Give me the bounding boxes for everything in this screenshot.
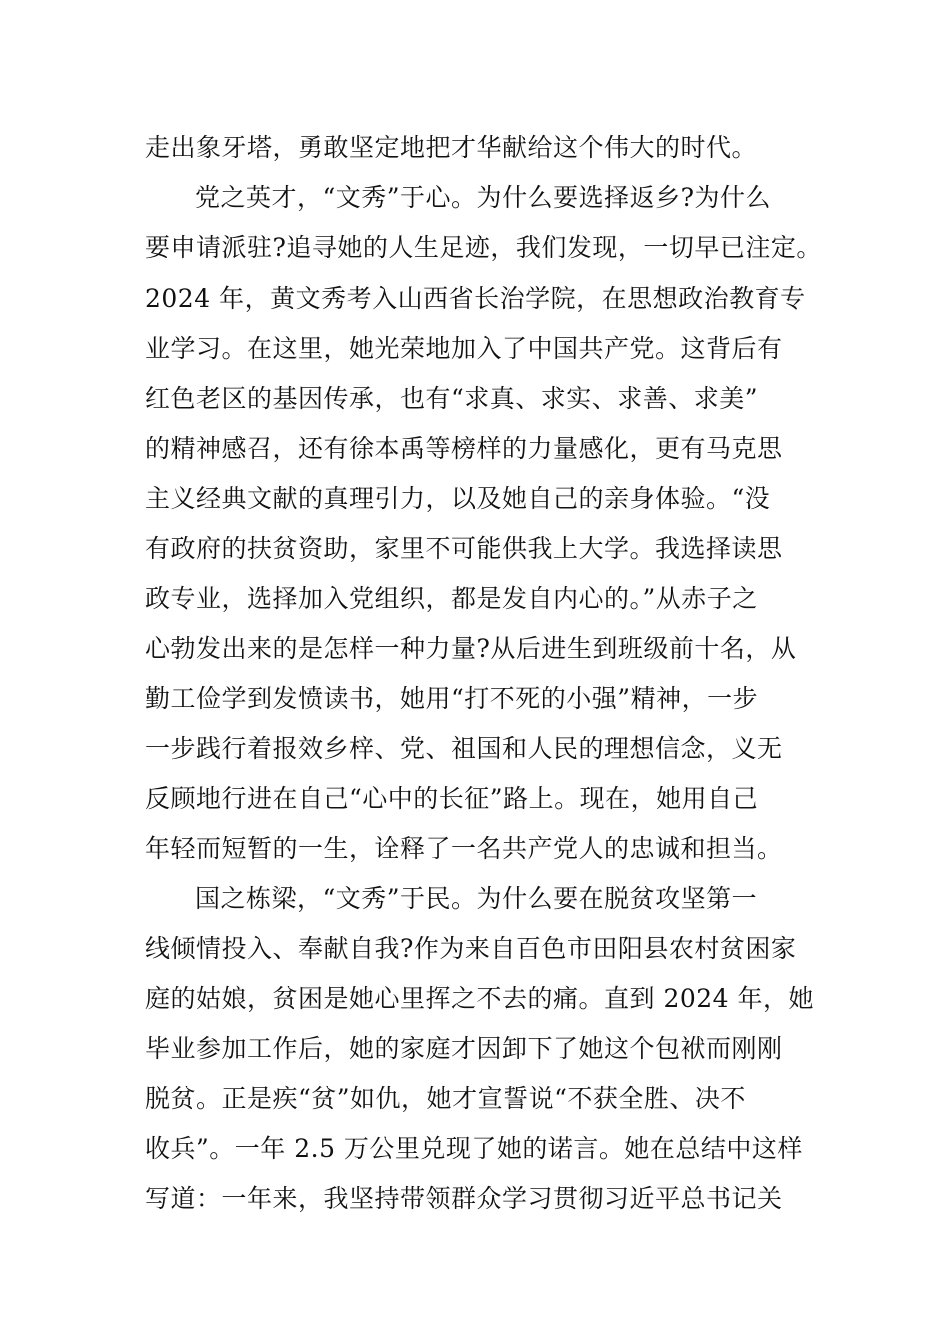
text-line: 的精神感召，还有徐本禹等榜样的力量感化，更有马克思 (145, 434, 783, 463)
text-line: 收兵”。一年 2.5 万公里兑现了她的诺言。她在总结中这样 (145, 1134, 803, 1163)
paragraph-first-line: 党之英才，“文秀”于心。为什么要选择返乡?为什么 (195, 183, 771, 212)
text-line: 走出象牙塔，勇敢坚定地把才华献给这个伟大的时代。 (145, 133, 758, 162)
text-line: 毕业参加工作后，她的家庭才因卸下了她这个包袱而刚刚 (145, 1034, 783, 1063)
text-line: 要申请派驻?追寻她的人生足迹，我们发现，一切早已注定。 (145, 233, 822, 262)
text-line: 2024 年，黄文秀考入山西省长治学院，在思想政治教育专 (145, 284, 806, 313)
text-line: 线倾情投入、奉献自我?作为来自百色市田阳县农村贫困家 (145, 934, 797, 963)
text-line: 写道：一年来，我坚持带领群众学习贯彻习近平总书记关 (145, 1184, 783, 1213)
text-line: 政专业，选择加入党组织，都是发自内心的。”从赤子之 (145, 584, 758, 613)
text-line: 红色老区的基因传承，也有“求真、求实、求善、求美” (145, 384, 759, 413)
text-line: 庭的姑娘，贫困是她心里挥之不去的痛。直到 2024 年，她 (145, 984, 815, 1013)
text-line: 有政府的扶贫资助，家里不可能供我上大学。我选择读思 (145, 534, 783, 563)
text-line: 一步践行着报效乡梓、党、祖国和人民的理想信念，义无 (145, 734, 783, 763)
text-line: 业学习。在这里，她光荣地加入了中国共产党。这背后有 (145, 334, 783, 363)
text-line: 主义经典文献的真理引力，以及她自己的亲身体验。“没 (145, 484, 771, 513)
text-line: 反顾地行进在自己“心中的长征”路上。现在，她用自己 (145, 784, 759, 813)
text-line: 心勃发出来的是怎样一种力量?从后进生到班级前十名，从 (145, 634, 797, 663)
paragraph-first-line: 国之栋梁，“文秀”于民。为什么要在脱贫攻坚第一 (195, 884, 758, 913)
text-line: 脱贫。正是疾“贫”如仇，她才宣誓说“不获全胜、决不 (145, 1084, 746, 1113)
text-line: 年轻而短暂的一生，诠释了一名共产党人的忠诚和担当。 (145, 834, 783, 863)
text-line: 勤工俭学到发愤读书，她用“打不死的小强”精神，一步 (145, 684, 759, 713)
